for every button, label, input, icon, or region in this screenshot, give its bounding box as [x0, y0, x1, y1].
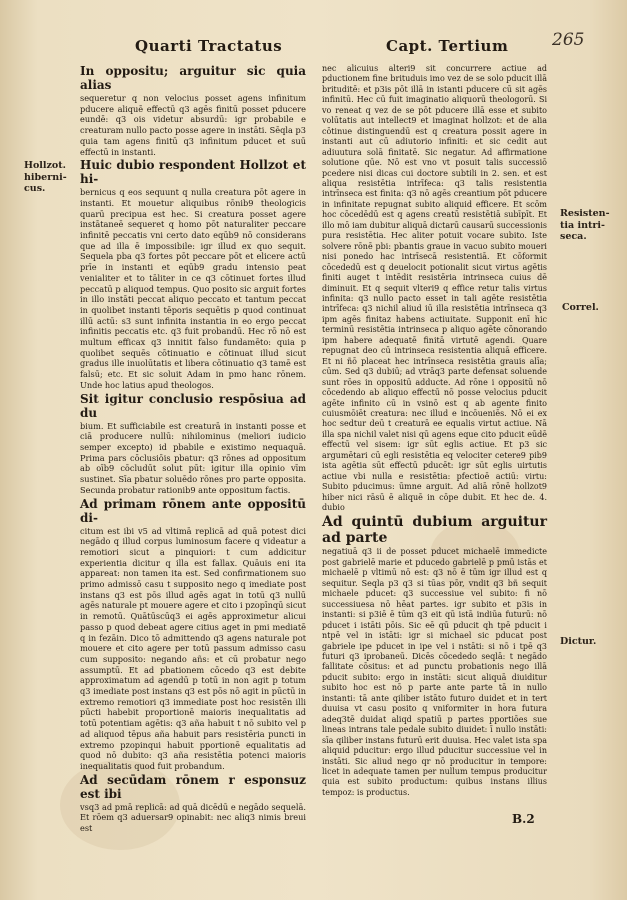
paragraph: bernicus q eos sequunt q nulla creatura pōt agere in instanti. Et mouetur aliquibus rōnib9 theologicis quarū precipua est hec. Si creatura posset agere instātaneē sequeret q homo pōt naturaliter peccare infinitē peccatis vni certo dato eqūb9 nō considerans que ad illa ē impossibile: igr illud ex quo sequit. Sequela pba q3 fortes pōt peccare pōt et elicere actū prīe in instanti et eqūb9 gradu intensio peat venialiter et to tāliter in ce q3 cōtinuet fortes illud peccatū p aliquod tempus. Quo posito sic arguit fortes in illo instāti peccat aliquo peccato et tantum peccat in quolibet instanti tēporis sequētis p quod continuat illū actū: s3 sunt infinita instantia in eo ergo peccat infinitis peccatis etc. q3 fuit probandū. Hec rō nō est multum efficax q3 innitit falso fundamēto: quia p quolibet sequēs cōtinuatio e cōtinuat illud sicut gradus ille inuolūtatis et libera cōtinuatio q3 tamē est falsū; etc. Et sic soluit Adam in pmo hanc rōnem. Unde hoc latius apud theologos. — [80, 187, 306, 390]
left-text-column — [80, 64, 306, 835]
margin-note-correl: Correl. — [562, 302, 599, 313]
folio-number: 265 — [552, 30, 585, 50]
running-head-right: Capt. Tertium — [386, 37, 509, 55]
paragraph: vsq3 ad pmā replicā: ad quā dicēdū e negādo sequelā. Et rōem q3 aduersar9 opinabit: nec aliq3 nimis breui est — [80, 801, 306, 834]
section-heading: Ad secūdam rōnem r esponsuz est ibi — [80, 772, 306, 801]
right-text-column — [322, 64, 547, 799]
paragraph: negatiuā q3 ii de posset pducet michaelē immedicte post gabrielē marie et pducedo gabrielē p pmū istās et michaelē p vltimū nō est: q3 nō ē tūm igr illud est q sequitur. Seqla p3 q3 si tūas pōr, vndit q3 bñ sequit michaele pducet: q3 successiue vel subito: fi nō successiuesa nō hēat partes. igr subito et p3is in instanti: si p3iē ē tūm q3 eit qū istā indiūa futurū: nō pducet i istāti pōis. Sic eē qū pducit qh tpē pducit i ntpē vel in istāti: igr si michael sic pducat post gabriele ipe pducet in ipe vel i nstāti: si nō i tpē q3 futuri q3 iprobaneū. Dicēs cōcededo seqlā: t negādo fallitate cōsitus: et ad punctu probationis nego illā pducit subito: ergo in instāti: sicut aliquā diuiditur subito hoc est nō p parte ante parte tā in nullo instanti: tā ante qiliber istāto futuro duidet et in tert duuisa vt casu posito q vniformiter in hora futura adeq3tē duidat aliqd spatiū p partes pportiōes sue lineas intrans tale pedale subito diuidet: ī nullo instāti: sīa qiliber instans futurū erit duuisa. Hec valet ista spa aliquid pducitur: ergo illud pducitur successiue vel in instāti. Sic aliud nego qr nō producitur in tempore: licet in adequate tamen per nullum tempus producitur quia est subito productum: quibus instans illius tempoz: is productus. — [322, 547, 547, 797]
margin-note-resistentia: Resisten- tia intri- seca. — [560, 208, 610, 242]
paragraph: sequeretur q non velocius posset agens infinitum pducere aliquē effectū q3 agēs finitū posset pducere eundē: q3 ois videtur absurdū: igr probabile e creaturam nullo pacto posse agere in instāti. Sēqla p3 quia tam agens finitū q3 infinitum pducet et suū effectū in instanti. — [80, 93, 306, 157]
section-heading: Ad primam rōnem ante oppositū di- — [80, 496, 306, 525]
paragraph: nec alicuius alteri9 sit concurrere actiue ad pductionem fine brituduis imo vez de se solo pducit illā brituditē: et p3is pōt illā in istanti pducere cū sit agēs infinitū. Hec cū fuit imaginatio aliquorū theologorū. Si vo reneat q vez de se pōt pducere illā esse et subito volūtatis aut intellect9 et imaginat hollzot: et de alia cōtinue distinguendū est q creatura possit agere in instanti aut cū adiutorio infiniti: et sic cedit aut adiuutura solā finitatē. Sic negatur. Ad affirmatione solutione qūe. Nō est vno vt posuit talis successiō pcedere nisi dicas cui doctore subtili in 2. sen. et est aliqua resistētia intrīfeca: q3 talis resistentia intrīnseca est finita: q3 nō agēs creantium pōt pducere in infinitate repugnat subito aliquid efficere. Et scōm hoc cōcedēdū est q agens creatū resistētiā subīpīt. Et illo mō iam dubitur aliquā dictarū causarū successionis pura resistētia. Hec aliter potuit vocare subito. Iste solvere rōnē pbi: pbantis graue in vacuo subito moueri nisi ponedo hac intrīsecā resistentiā. Et cōformit cōcededū est q deuelocit potionalit sicut virtus agētis finiti auget t intēdit resistēria intrinseca cuius dē diminuit. Et q sequit vlteri9 q effice retur talis virtus infinita: q3 nullo pacto esset in tali agēte resistētia intrīfeca: q3 nichil aliud iū illa resistētia intrīnseca q3 ipm agēs finitaz habens actiuitate. Supponit enī hic terminū resistētia intrinseca p aliquo agēte cōnorando ipm habere adequatē finitā virtutē agendi. Quare repugnat deo cū intrinseca resistentia aliquā efficere. Et ni ñō placeat hec intrīnseca resistētia grauis alīa; cūm. Sed q3 dubiū; ad vtrāq3 parte defensat soluende sunt rōes in oppositū adducte. Ad rōne i oppositū nō cōcedendo ab aliquo effectū nō posse velocius pducit agēte infinito cū in vsinō est q ab agente finito cuiusmōiēt creatura: nec illud e incōueniēs. Nō ei ex hoc sedtur deū t creaturā ee equalis virtut actiue. Nā illa spa nichil valet nisi qū agens eque cito pducit eūdē effectū vel sisem: igr sūt eglis actiue. Et p3 sic argumētari cū egli resistētia eq velociter cetere9 pib9 ista agētia sūt effectū pducēt: igr sūt eglis uirtutis actiue vbi nulla e resistētia: pfectioē actiū: virtu: Subito pducimus: ūmne arguit. Ad aliā rōnē hollzot9 hiber nici rāsū ē aliquē in cōpe dubit. Et hec de. 4. dubio — [322, 64, 547, 513]
margin-note-dicitur: Dictur. — [560, 636, 597, 647]
signature-mark: B.2 — [512, 812, 535, 826]
running-head-left: Quarti Tractatus — [135, 37, 283, 55]
section-heading: In oppositu; arguitur sic quia alias — [80, 64, 306, 92]
section-heading: Ad quintū dubium arguitur ad parte — [322, 514, 547, 547]
margin-note-hollzot: Hollzot. hiberni- cus. — [24, 160, 67, 194]
section-heading: Huic dubio respondent Hollzot et hi- — [80, 158, 306, 187]
paragraph: bium. Et sufficiabile est creaturā in instanti posse et ciā producere nullū: nihilominus (meliori iudicio semper excepto) id pbabile e existimo nequaquā. Prima pars cōclusiōis pbatur: q3 rōnes ad oppositum ab oīb9 cōcludūt solut pūt: igitur illa opinio vīm sustinet. Sīa pbatur soluēdo rōnes pro parte opposita. Secunda probatur rationib9 ante oppositum factis. — [80, 420, 306, 495]
paragraph: citum est ibi v5 ad vltimā replicā ad quā potest dici negādo q illud corpus luminosum facere q videatur a remotiori sicut a pinquiori: t cum addicitur experientia dicitur q illa est fallax. Quāuis eni ita appareat: non tamen ita est. Sed confirmationem suo primo admissō casu t supposito nego q imediate post instans q3 est pōs illud agēs agat in totū q3 nullū agēs naturale pt mouere agere et cito i pzopīnqū sicut in remotū. Quātūscūq3 ei agēs approximetur alicui passo p quod debeat agere citius aget in pmi mediatē q in fezāin. Dico tō admittendo q3 agens naturale pot mouere et cito agere per totū passum admisso casu cum supposito: negando añs: et cū probatur nego assumptū. Et ad pbationem cōcedo q3 est debite approximatum ad agendū p totū in non agit p totum q3 imediate post instans q3 est pōs nō agit in pūctū in extremo remotiori q3 immediate post hoc resistēn illi pūcti habebit proportionē maioris inequalitatis ad totū potentiam agētis: q3 aña habuit t nō subito vel p ad aliquod tēpus aña habuit pars resistēria puncti in extremo pzopinqui habuit pportionē equalitatis ad quod nō dubito: q3 aña resistētia potenci maioris inequalitatis quod fuit probandum. — [80, 525, 306, 771]
section-heading: Sit igitur conclusio respōsiua ad du — [80, 391, 306, 420]
